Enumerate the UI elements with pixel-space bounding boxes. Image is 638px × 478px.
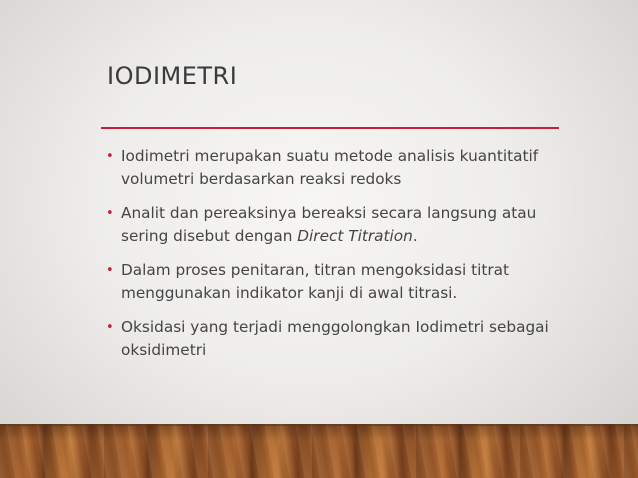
bullet-item: [103, 316, 563, 362]
bullet-text: Oksidasi yang terjadi menggolongkan Iodimetri sebagai oksidimetri: [121, 318, 549, 359]
emphasis-text: Direct Titration: [297, 227, 413, 245]
title-underline: [101, 127, 559, 129]
bullet-item: [103, 202, 563, 248]
bullet-icon: •: [106, 263, 114, 278]
bullet-icon: •: [106, 320, 114, 335]
bullet-item: [103, 145, 563, 191]
bullet-text-part: .: [412, 227, 418, 245]
bullet-item: [103, 259, 563, 305]
slide-title: IODIMETRI: [107, 62, 238, 90]
bullet-text-part: Analit dan pereaksinya bereaksi secara langsung atau sering disebut dengan: [121, 204, 537, 245]
bullet-icon: •: [106, 149, 114, 164]
bullet-list: [103, 145, 563, 373]
wood-floor-decoration: [0, 424, 638, 478]
bullet-text: Iodimetri merupakan suatu metode analisis kuantitatif volumetri berdasarkan reaksi redoks: [121, 147, 539, 188]
bullet-icon: •: [106, 206, 114, 221]
bullet-text: Dalam proses penitaran, titran mengoksidasi titrat menggunakan indikator kanji di awal titrasi.: [121, 261, 509, 302]
bullet-text: [121, 204, 536, 245]
